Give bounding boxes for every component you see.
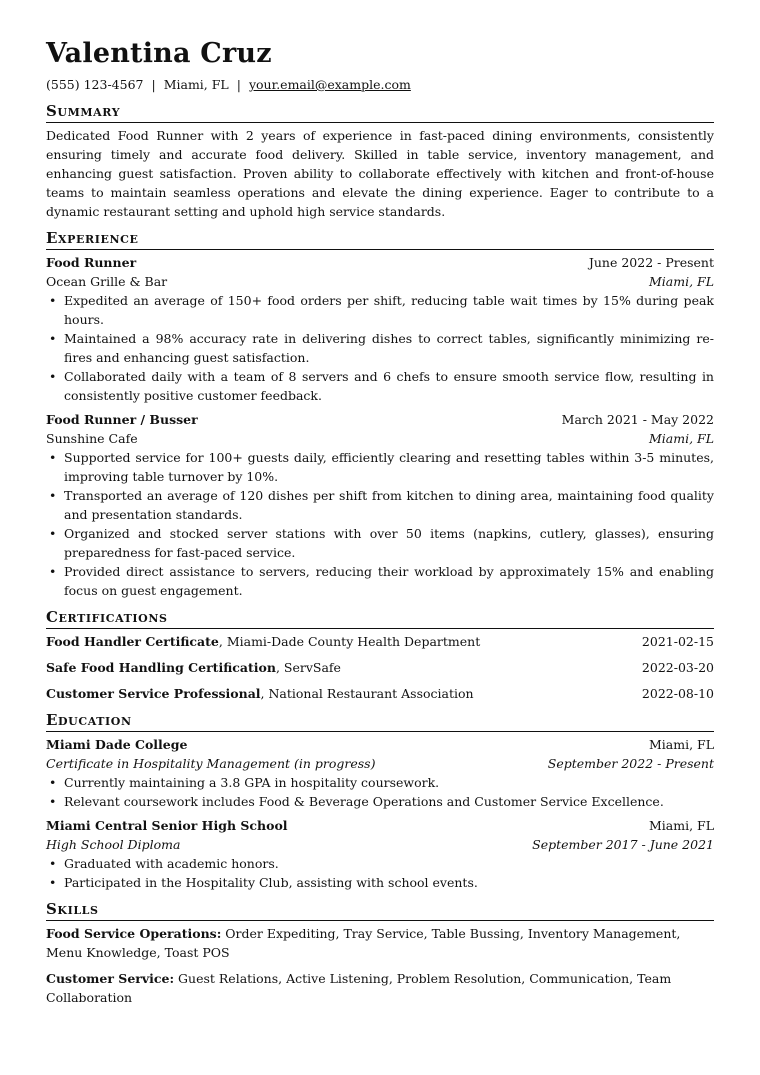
certification-row <box>46 684 714 703</box>
education-dates: September 2022 - Present <box>547 756 714 771</box>
skills-section <box>46 899 714 1007</box>
bullet-item: • Participated in the Hospitality Club, assisting with school events. <box>46 873 714 892</box>
education-bullets <box>46 854 714 892</box>
certification-date: 2022-08-10 <box>641 686 714 701</box>
degree: Certificate in Hospitality Management (in progress) <box>46 756 376 771</box>
job-role: Food Runner / Busser <box>46 412 198 427</box>
bullet-item: • Maintained a 98% accuracy rate in delivering dishes to correct tables, significantly minimizing re-fires and enhancing guest satisfaction. <box>46 329 714 367</box>
certifications-section <box>46 607 714 703</box>
job-bullets <box>46 291 714 405</box>
job-dates: March 2021 - May 2022 <box>561 412 714 427</box>
candidate-name: Valentina Cruz <box>46 38 272 69</box>
job-location: Miami, FL <box>648 431 714 446</box>
bullet-item: • Transported an average of 120 dishes per shift from kitchen to dining area, maintaining food quality and presentation standards. <box>46 486 714 524</box>
section-title-summary: Summary <box>46 101 714 123</box>
certification-name: Safe Food Handling Certification <box>46 660 276 675</box>
bullet-item: • Currently maintaining a 3.8 GPA in hospitality coursework. <box>46 773 714 792</box>
contact-separator: | <box>151 77 156 92</box>
job-entry <box>46 410 714 600</box>
skill-group-items: Order Expediting, Tray Service, Table Bussing, Inventory Management, Menu Knowledge, Toast POS <box>46 926 681 960</box>
school-location: Miami, FL <box>648 737 714 752</box>
summary-text: Dedicated Food Runner with 2 years of experience in fast-paced dining environments, consistently ensuring timely and accurate food delivery. Skilled in table service, inventory management, and enhancing guest satisfaction. Proven ability to collaborate effectively with kitchen and front-of-house teams to maintain seamless operations and elevate the dining experience. Eager to contribute to a dynamic restaurant setting and uphold high service standards. <box>46 128 714 219</box>
section-title-skills: Skills <box>46 899 714 921</box>
certification-row <box>46 658 714 677</box>
section-title-education: Education <box>46 710 714 732</box>
education-bullets <box>46 773 714 811</box>
bullet-item: • Expedited an average of 150+ food orders per shift, reducing table wait times by 15% during peak hours. <box>46 291 714 329</box>
certification-row <box>46 632 714 651</box>
email-link[interactable]: your.email@example.com <box>248 77 411 92</box>
bullet-item: • Collaborated daily with a team of 8 servers and 6 chefs to ensure smooth service flow, resulting in consistently positive customer feedback. <box>46 367 714 405</box>
experience-section <box>46 228 714 600</box>
school-location: Miami, FL <box>648 818 714 833</box>
bullet-item: • Supported service for 100+ guests daily, efficiently clearing and resetting tables within 3-5 minutes, improving table turnover by 10%. <box>46 448 714 486</box>
certification-issuer: , ServSafe <box>275 660 341 675</box>
certification-name: Customer Service Professional <box>46 686 261 701</box>
certification-issuer: , Miami-Dade County Health Department <box>218 634 481 649</box>
certification-date: 2022-03-20 <box>641 660 714 675</box>
phone-number: (555) 123-4567 <box>46 77 144 92</box>
education-dates: September 2017 - June 2021 <box>532 837 714 852</box>
certification-issuer: , National Restaurant Association <box>260 686 474 701</box>
job-bullets <box>46 448 714 600</box>
summary-section <box>46 101 714 221</box>
job-location: Miami, FL <box>648 274 714 289</box>
school-name: Miami Central Senior High School <box>46 818 288 833</box>
education-section <box>46 710 714 892</box>
bullet-item: • Organized and stocked server stations with over 50 items (napkins, cutlery, glasses), ensuring preparedness for fast-paced service. <box>46 524 714 562</box>
job-entry <box>46 253 714 405</box>
education-entry <box>46 816 714 892</box>
skill-group <box>46 969 714 1007</box>
job-company: Sunshine Cafe <box>46 431 138 446</box>
degree: High School Diploma <box>46 837 181 852</box>
bullet-item: • Relevant coursework includes Food & Beverage Operations and Customer Service Excellence. <box>46 792 714 811</box>
skill-group-items: Guest Relations, Active Listening, Problem Resolution, Communication, Team Collaboration <box>46 971 672 1005</box>
skill-group <box>46 924 714 962</box>
certification-name: Food Handler Certificate <box>46 634 219 649</box>
contact-separator: | <box>236 77 241 92</box>
job-dates: June 2022 - Present <box>588 255 714 270</box>
school-name: Miami Dade College <box>46 737 188 752</box>
skill-group-label: Customer Service: <box>46 971 175 986</box>
resume-page <box>46 38 714 1014</box>
bullet-item: • Provided direct assistance to servers, reducing their workload by approximately 15% and enabling focus on guest engagement. <box>46 562 714 600</box>
education-entry <box>46 735 714 811</box>
section-title-experience: Experience <box>46 228 714 250</box>
job-company: Ocean Grille & Bar <box>46 274 168 289</box>
certification-date: 2021-02-15 <box>641 634 714 649</box>
location: Miami, FL <box>163 77 229 92</box>
job-role: Food Runner <box>46 255 137 270</box>
skill-group-label: Food Service Operations: <box>46 926 222 941</box>
bullet-item: • Graduated with academic honors. <box>46 854 714 873</box>
contact-line <box>46 76 714 94</box>
section-title-certifications: Certifications <box>46 607 714 629</box>
